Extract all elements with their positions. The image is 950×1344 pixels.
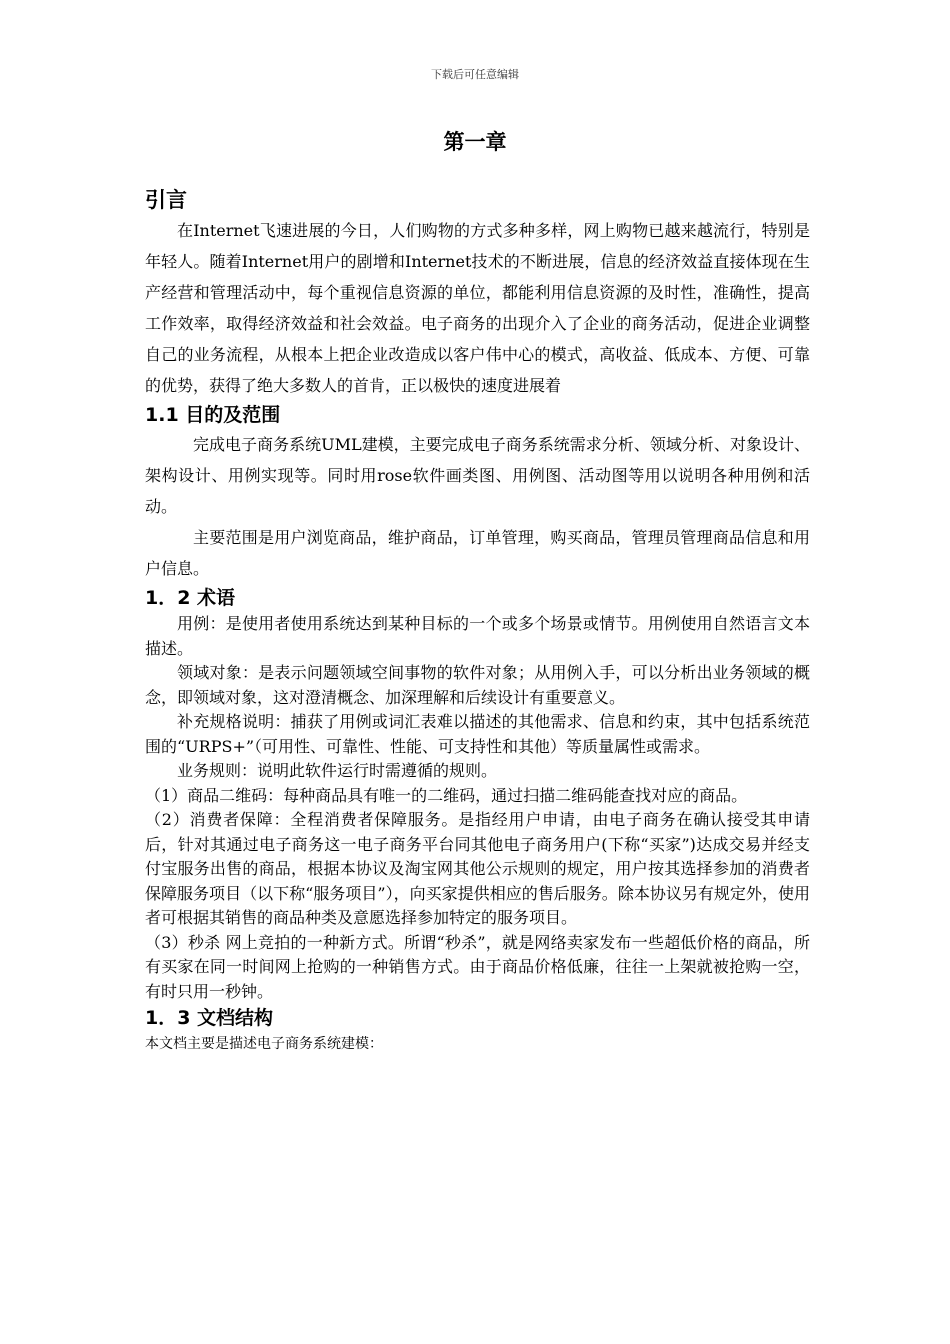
section-1-1-heading: 1.1 目的及范围 bbox=[145, 404, 281, 426]
header-note: 下载后可任意编辑 bbox=[431, 68, 519, 81]
section-1-1-paragraph-1: 完成电子商务系统UML建模，主要完成电子商务系统需求分析、领域分析、对象设计、架构设计、用例实现等。同时用rose软件画类图、用例图、活动图等用以说明各种用例和活动。 bbox=[145, 435, 810, 516]
intro-heading: 引言 bbox=[145, 188, 187, 212]
section-1-2-heading: 1．2 术语 bbox=[145, 587, 236, 609]
section-1-3-paragraph: 本文档主要是描述电子商务系统建模： bbox=[145, 1036, 383, 1052]
term-use-case: 用例：是使用者使用系统达到某种目标的一个或多个场景或情节。用例使用自然语言文本描述。 bbox=[145, 614, 810, 658]
rule-consumer-protection: （2）消费者保障：全程消费者保障服务。是指经用户申请，由电子商务在确认接受其申请后，针对其通过电子商务这一电子商务平台同其他电子商务用户(下称“买家”)达成交易并经支付宝服务出售的商品，根据本协议及淘宝网其他公示规则的规定，用户按其选择参加的消费者保障服务项目（以下称“服务项目”），向买家提供相应的售后服务。除本协议另有规定外，使用者可根据其销售的商品种类及意愿选择参加特定的服务项目。 bbox=[145, 810, 810, 927]
term-domain-object: 领域对象：是表示问题领域空间事物的软件对象；从用例入手，可以分析出业务领域的概念，即领域对象，这对澄清概念、加深理解和后续设计有重要意义。 bbox=[145, 663, 810, 707]
rule-qr-code: （1）商品二维码：每种商品具有唯一的二维码，通过扫描二维码能查找对应的商品。 bbox=[145, 785, 748, 805]
term-supplementary-spec: 补充规格说明：捕获了用例或词汇表难以描述的其他需求、信息和约束，其中包括系统范围的“URPS+”（可用性、可靠性、性能、可支持性和其他）等质量属性或需求。 bbox=[145, 712, 810, 756]
section-1-3-heading: 1．3 文档结构 bbox=[145, 1007, 274, 1029]
intro-paragraph: 在Internet飞速进展的今日，人们购物的方式多种多样，网上购物已越来越流行，特别是年轻人。随着Internet用户的剧增和Internet技术的不断进展，信息的经济效益直接体现在生产经营和管理活动中，每个重视信息资源的单位，都能利用信息资源的及时性，准确性，提高工作效率，取得经济效益和社会效益。电子商务的出现介入了企业的商务活动，促进企业调整自己的业务流程，从根本上把企业改造成以客户伟中心的模式，高收益、低成本、方便、可靠的优势，获得了绝大多数人的首肯，正以极快的速度进展着 bbox=[145, 221, 810, 395]
document-body bbox=[145, 185, 810, 1056]
term-business-rules: 业务规则：说明此软件运行时需遵循的规则。 bbox=[177, 761, 498, 780]
section-1-1-paragraph-2: 主要范围是用户浏览商品，维护商品，订单管理，购买商品，管理员管理商品信息和用户信息。 bbox=[145, 528, 810, 578]
chapter-title: 第一章 bbox=[443, 130, 507, 154]
rule-flash-sale: （3）秒杀 网上竞拍的一种新方式。所谓“秒杀”，就是网络卖家发布一些超低价格的商品，所有买家在同一时间网上抢购的一种销售方式。由于商品价格低廉，往往一上架就被抢购一空，有时只用一秒钟。 bbox=[145, 932, 810, 1001]
